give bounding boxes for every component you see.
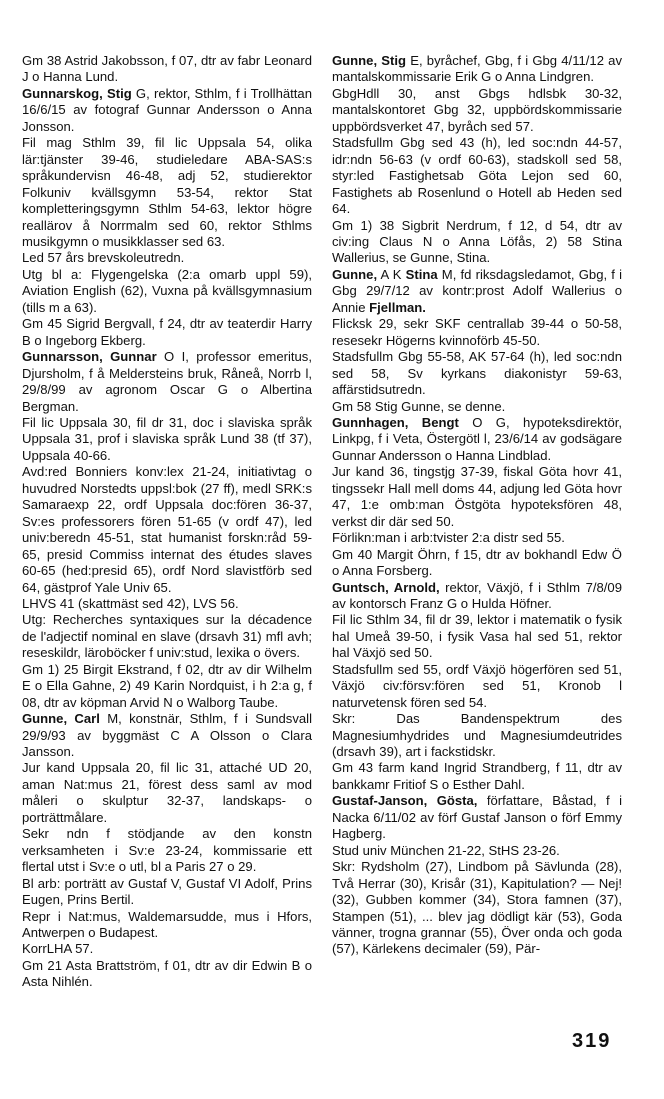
paragraph: Gm 58 Stig Gunne, se denne. [332, 398, 506, 414]
paragraph: Bl arb: porträtt av Gustaf V, Gustaf VI Adolf, Prins Eugen, Prins Bertil. [22, 875, 312, 908]
paragraph: Utg bl a: Flygengelska (2:a omarb uppl 59), Aviation English (62), Vuxna på kvällsgymnasium (tills m a 63). [22, 266, 312, 315]
paragraph: Gm 43 farm kand Ingrid Strandberg, f 11, dtr av bankkamr Fritiof S o Esther Dahl. [332, 760, 622, 792]
paragraph: Flicksk 29, sekr SKF centrallab 39-44 o 50-58, resesekr Högerns kvinnoförb 45-50. [332, 316, 622, 348]
paragraph: Gm 1) 25 Birgit Ekstrand, f 02, dtr av dir Wilhelm E o Ella Gahne, 2) 49 Karin Nordquist, i h 2:a g, f 08, dtr av köpman Arvid N o Walborg Taube. [22, 661, 312, 710]
paragraph: Gm 21 Asta Brattström, f 01, dtr av dir Edwin B o Asta Nihlén. [22, 957, 312, 990]
right-column [332, 53, 622, 958]
paragraph: Gunne, Stig E, byråchef, Gbg, f i Gbg 4/11/12 av mantalskommissarie Erik G o Anna Lindgren. [332, 53, 623, 85]
paragraph: Led 57 års brevskoleutredn. [22, 250, 185, 266]
paragraph: Gunnarskog, Stig G, rektor, Sthlm, f i Trollhättan 16/6/15 av fotograf Gunnar Andersson o Anna Jonsson. [22, 85, 312, 134]
paragraph: Jur kand 36, tingstjg 37-39, fiskal Göta hovr 41, tingssekr Hall mell doms 44, adjung led Göta hovr 47, 1:e omb:man Östgöta hypoteksfören 48, verkst dir där sed 50. [332, 464, 622, 529]
paragraph: Jur kand Uppsala 20, fil lic 31, attaché UD 20, aman Nat:mus 21, förest dess saml av mod måleri o skulptur 32-37, landskaps- o porträttmålare. [22, 760, 312, 825]
paragraph: Stud univ München 21-22, StHS 23-26. [332, 842, 560, 858]
paragraph: Gunnarsson, Gunnar O I, professor emeritus, Djursholm, f å Meldersteins bruk, Råneå, Norrb l, 29/8/99 av agronom Oscar G o Albertina Bergman. [22, 349, 312, 414]
paragraph: Skr: Rydsholm (27), Lindbom på Sävlunda (28), Två Herrar (30), Krisår (31), Kapitulation? — Nej! (32), Gubben kommer (34), Stora famnen (37), Stampen (51), ... blev jag dödligt kär (53), Goda vänner, trogna grannar (55), Över onda och goda (57), Kärlekens decimaler (59), Pär- [332, 859, 622, 957]
left-column [22, 53, 312, 991]
paragraph: Fil lic Uppsala 30, fil dr 31, doc i slaviska språk Uppsala 31, prof i slaviska språk Lund 38 (tf 37), Uppsala 40-66. [22, 414, 312, 463]
paragraph: Fil mag Sthlm 39, fil lic Uppsala 54, olika lär:tjänster 39-46, studieledare ABA-SAS:s språkundervisn 46-48, adj 52, studierektor Folkuniv kvällsgymn 53-54, rektor Stat kompletteringsgymn Sthlm 54-63, lektor högre reallärov å Norrmalm sed 60, rektor Sthlms musikgymn o musikklasser sed 63. [22, 135, 312, 249]
paragraph: GbgHdll 30, anst Gbgs hdlsbk 30-32, mantalskontoret Gbg 32, uppbördskommissarie uppbördsverket 47, byråch sed 57. [332, 85, 622, 134]
paragraph: Repr i Nat:mus, Waldemarsudde, mus i Hfors, Antwerpen o Budapest. [22, 908, 312, 941]
paragraph: Stadsfullm sed 55, ordf Växjö högerfören sed 51, Växjö civ:försv:fören sed 51, Kronob l naturvetensk fören sed 54. [332, 661, 622, 710]
paragraph: Gunnhagen, Bengt O G, hypoteksdirektör, Linkpg, f i Veta, Östergötl l, 23/6/14 av godsägare Gunnar Andersson o Hanna Lindblad. [332, 414, 623, 463]
paragraph: Förlikn:man i arb:tvister 2:a distr sed 55. [332, 530, 565, 546]
paragraph: Sekr ndn f stödjande av den konstn verksamheten i Sv:e 23-24, kommissarie ett flertal utst i Sv:e o utl, bl a Paris 27 o 29. [22, 826, 312, 875]
paragraph: Gunne, A K Stina M, fd riksdagsledamot, Gbg, f i Gbg 29/7/12 av kontr:prost Adolf Wallerius o Annie Fjellman. [332, 266, 622, 315]
paragraph: Gm 1) 38 Sigbrit Nerdrum, f 12, d 54, dtr av civ:ing Claus N o Anna Löfås, 2) 58 Stina Wallerius, se Gunne, Stina. [332, 217, 622, 266]
page-number: 319 [572, 1030, 612, 1052]
paragraph: KorrLHA 57. [22, 941, 94, 957]
paragraph: Gustaf-Janson, Gösta, författare, Båstad, f i Nacka 6/11/02 av förf Gustaf Janson o förf Emmy Hagberg. [332, 793, 622, 842]
paragraph: Fil lic Sthlm 34, fil dr 39, lektor i matematik o fysik hal Umeå 39-50, i fysik Vasa hal sed 51, rektor hal Växjö sed 50. [332, 612, 622, 661]
paragraph: Stadsfullm Gbg sed 43 (h), led soc:ndn 44-57, idr:ndn 56-63 (v ordf 60-63), stadskoll sed 58, styr:led Fastighetsab Göta Lejon sed 60, Fastighets ab Rosenlund o Hotell ab Heden sed 64. [332, 135, 622, 217]
paragraph: Guntsch, Arnold, rektor, Växjö, f i Sthlm 7/8/09 av kontorsch Franz G o Hulda Höfner. [332, 579, 622, 611]
paragraph: Gm 45 Sigrid Bergvall, f 24, dtr av teaterdir Harry B o Ingeborg Ekberg. [22, 316, 312, 348]
paragraph: Skr: Das Bandenspektrum des Magnesiumhydrides und Magnesiumdeutrides (drsavh 39), art i fackstidskr. [332, 711, 622, 760]
paragraph: Avd:red Bonniers konv:lex 21-24, initiativtag o huvudred Norstedts uppsl:bok (27 ff), medl SRK:s Samaraexp 22, ordf Uppsala doc:fören 36-37, Sv:es professorers fören 51-65 (v ordf 47), led univ:beredn 45-51, stat humanist forskn:råd 59-65, presid Commiss internat des études slaves 60-65 (hed:presid 65), ordf Nord slavistförb sed 64, gästprof Yale Univ 65. [22, 464, 312, 595]
paragraph: Gunne, Carl M, konstnär, Sthlm, f i Sundsvall 29/9/93 av byggmäst C A Olsson o Clara Jansson. [22, 711, 312, 760]
paragraph: Gm 40 Margit Öhrn, f 15, dtr av bokhandl Edw Ö o Anna Forsberg. [332, 546, 622, 579]
paragraph: Stadsfullm Gbg 55-58, AK 57-64 (h), led soc:ndn sed 58, Sv kyrkans diakonistyr 59-63, affärstidsutredn. [332, 349, 622, 398]
paragraph: LHVS 41 (skattmäst sed 42), LVS 56. [22, 595, 239, 611]
paragraph: Utg: Recherches syntaxiques sur la décadence de l'adjectif nominal en slave (drsavh 31) mfl avh; reseskildr, läroböcker f univ:stud, lexika o övers. [22, 612, 312, 661]
paragraph: Gm 38 Astrid Jakobsson, f 07, dtr av fabr Leonard J o Hanna Lund. [22, 53, 312, 85]
